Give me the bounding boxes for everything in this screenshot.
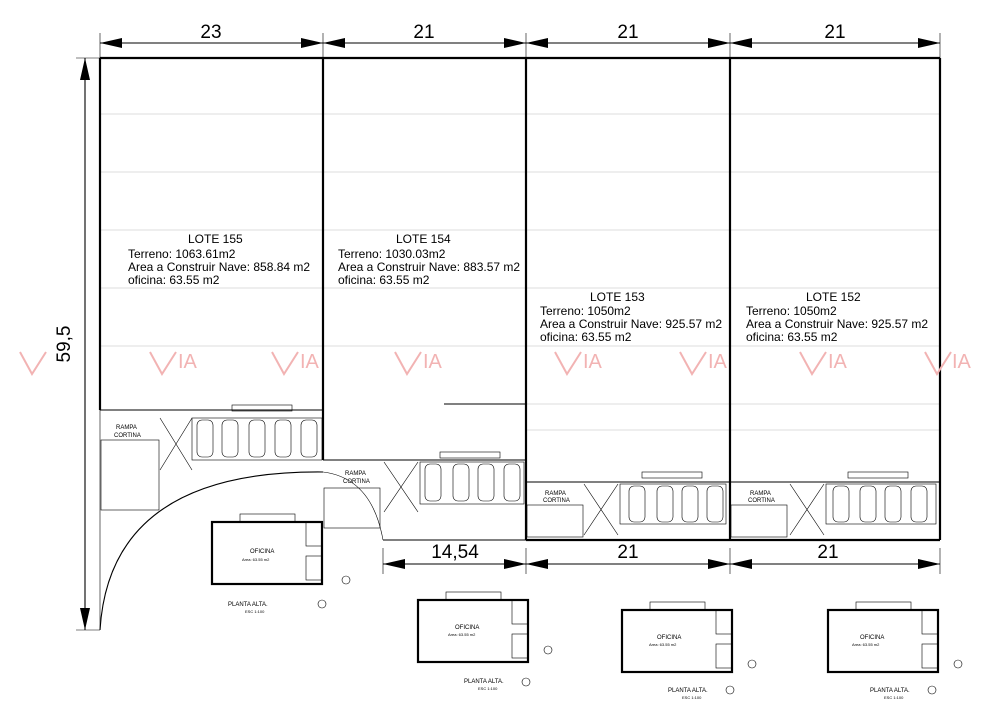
lot-153-label xyxy=(540,290,722,344)
watermark-logo xyxy=(20,352,46,374)
watermark-logo xyxy=(800,352,826,374)
watermark-text: IA xyxy=(178,351,197,373)
lot-title: LOTE 155 xyxy=(188,232,243,246)
office-name: OFICINA xyxy=(860,635,885,641)
lot-title: LOTE 152 xyxy=(806,290,861,304)
office-area: Area: 63.55 m2 xyxy=(649,642,677,647)
watermark-text: IA xyxy=(300,351,319,373)
office-plan-4 xyxy=(828,602,962,700)
lot-oficina-area: oficina: 63.55 m2 xyxy=(338,273,430,287)
top-dimension-4: 21 xyxy=(824,22,846,43)
ramp-label: RAMPA xyxy=(750,491,771,497)
lot-title: LOTE 153 xyxy=(590,290,645,304)
plan-label: PLANTA ALTA. xyxy=(870,688,910,694)
watermark-text: IA xyxy=(423,351,442,373)
watermark-text: IA xyxy=(583,351,602,373)
lot-oficina-area: oficina: 63.55 m2 xyxy=(540,330,632,344)
scale-label: ESC 1:100 xyxy=(478,686,498,691)
watermark-logo xyxy=(680,352,706,374)
watermark-text: IA xyxy=(952,351,971,373)
watermark-logo xyxy=(395,352,421,374)
lot-terreno: Terreno: 1030.03m2 xyxy=(338,247,446,261)
watermark-logo xyxy=(555,352,581,374)
office-area: Area: 63.55 m2 xyxy=(448,632,476,637)
top-dimension-1: 23 xyxy=(200,22,222,43)
lot-155-label xyxy=(128,232,310,287)
office-name: OFICINA xyxy=(250,549,275,555)
watermark-text: IA xyxy=(708,351,727,373)
office-area: Area: 63.55 m2 xyxy=(852,642,880,647)
watermark-group xyxy=(20,351,972,374)
cortina-label: CORTINA xyxy=(543,498,570,504)
bottom-dimension-3: 21 xyxy=(817,542,839,563)
scale-label: ESC 1:100 xyxy=(884,695,904,700)
plan-label: PLANTA ALTA. xyxy=(668,688,708,694)
office-plan-1 xyxy=(212,514,350,614)
stairs xyxy=(232,405,908,478)
watermark-logo xyxy=(272,352,298,374)
ramp-label: RAMPA xyxy=(345,471,366,477)
lot-title: LOTE 154 xyxy=(396,232,451,246)
scale-label: ESC 1:100 xyxy=(682,695,702,700)
office-area: Area: 63.55 m2 xyxy=(242,557,270,562)
office-name: OFICINA xyxy=(455,625,480,631)
parking-bays xyxy=(160,418,936,535)
office-plan-3 xyxy=(622,602,756,700)
parked-cars xyxy=(197,420,927,522)
office-name: OFICINA xyxy=(657,635,682,641)
top-dimension-3: 21 xyxy=(617,22,639,43)
left-dimension-line xyxy=(76,58,100,630)
watermark-text: IA xyxy=(828,351,847,373)
bottom-dimension-2: 21 xyxy=(617,542,639,563)
lot-nave-area: Area a Construir Nave: 858.84 m2 xyxy=(128,260,311,274)
lot-boundaries xyxy=(100,58,940,630)
lot-terreno: Terreno: 1063.61m2 xyxy=(128,247,236,261)
ramp-label: RAMPA xyxy=(545,491,566,497)
cortina-label: CORTINA xyxy=(748,498,775,504)
lot-nave-area: Area a Construir Nave: 883.57 m2 xyxy=(338,260,521,274)
bottom-dimension-1: 14,54 xyxy=(431,542,479,563)
lot-nave-area: Area a Construir Nave: 925.57 m2 xyxy=(746,317,929,331)
top-dimension-lines xyxy=(100,33,940,58)
top-dimension-2: 21 xyxy=(413,22,435,43)
plan-label: PLANTA ALTA. xyxy=(464,679,504,685)
lot-154-label xyxy=(338,232,520,287)
plan-label: PLANTA ALTA. xyxy=(228,602,268,608)
lot-terreno: Terreno: 1050m2 xyxy=(746,304,837,318)
lot-terreno: Terreno: 1050m2 xyxy=(540,304,631,318)
lot-152-label xyxy=(746,290,928,344)
office-plan-2 xyxy=(418,592,552,691)
cortina-label: CORTINA xyxy=(343,479,370,485)
lot-oficina-area: oficina: 63.55 m2 xyxy=(746,330,838,344)
watermark-logo xyxy=(150,352,176,374)
lot-nave-area: Area a Construir Nave: 925.57 m2 xyxy=(540,317,723,331)
left-dimension: 59,5 xyxy=(54,325,75,363)
cortina-label: CORTINA xyxy=(114,433,141,439)
lot-oficina-area: oficina: 63.55 m2 xyxy=(128,273,220,287)
scale-label: ESC 1:100 xyxy=(245,609,265,614)
watermark-logo xyxy=(925,352,951,374)
ramp-label: RAMPA xyxy=(116,425,137,431)
